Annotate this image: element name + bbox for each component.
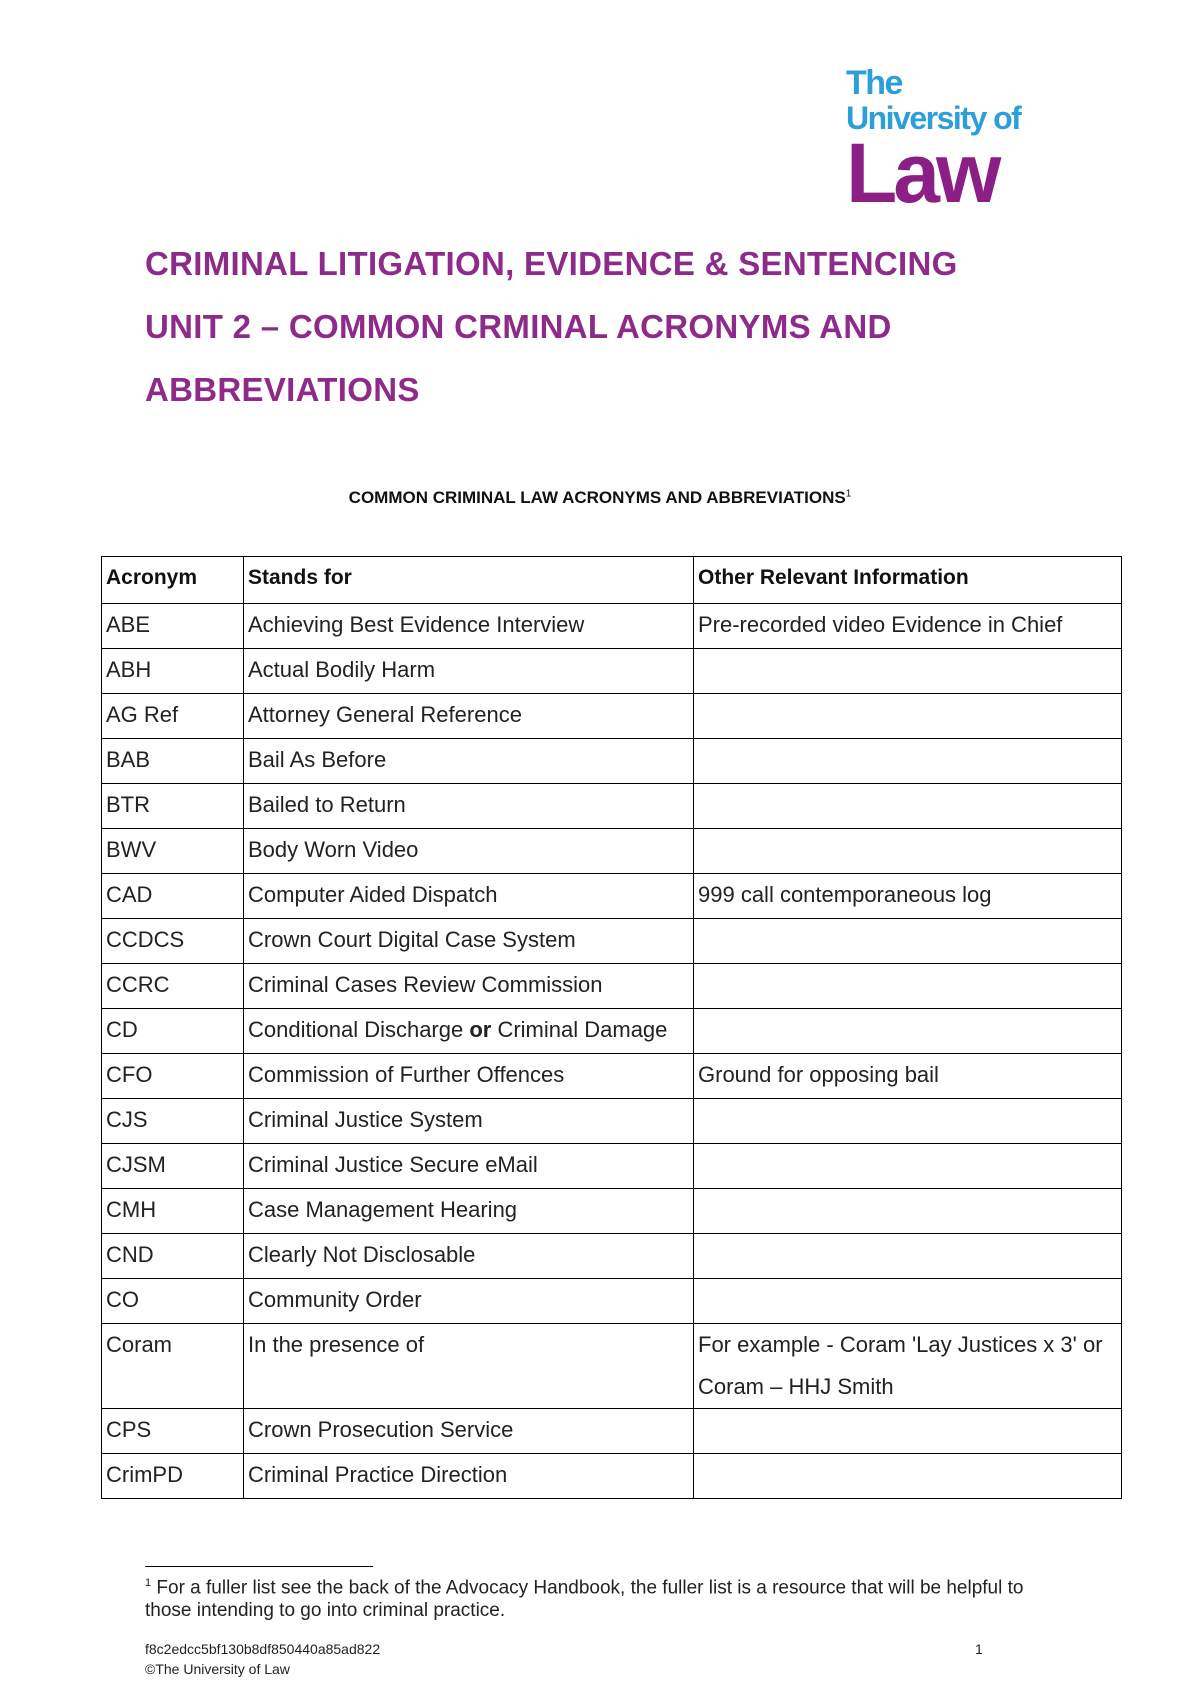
title-line-3: ABBREVIATIONS <box>145 371 420 408</box>
table-row <box>102 1234 1122 1279</box>
stands-for-cell: Clearly Not Disclosable <box>244 1234 694 1279</box>
header-other-info: Other Relevant Information <box>694 557 1122 604</box>
acronym-table <box>101 556 1122 1499</box>
table-row <box>102 1324 1122 1409</box>
acronym-cell: ABE <box>102 604 244 649</box>
acronym-cell: CrimPD <box>102 1454 244 1499</box>
other-info-cell <box>694 1234 1122 1279</box>
footnote-number: 1 <box>145 1577 152 1589</box>
table-row <box>102 604 1122 649</box>
header-acronym: Acronym <box>102 557 244 604</box>
acronym-cell: ABH <box>102 649 244 694</box>
acronym-cell: CND <box>102 1234 244 1279</box>
acronym-cell: AG Ref <box>102 694 244 739</box>
other-info-cell <box>694 1009 1122 1054</box>
other-info-cell: Ground for opposing bail <box>694 1054 1122 1099</box>
header-stands-for: Stands for <box>244 557 694 604</box>
footer-copyright: ©The University of Law <box>145 1661 290 1677</box>
table-row <box>102 874 1122 919</box>
stands-for-cell: Achieving Best Evidence Interview <box>244 604 694 649</box>
university-logo <box>846 64 1036 220</box>
other-info-cell <box>694 919 1122 964</box>
table-header-row <box>102 557 1122 604</box>
stands-for-cell: Conditional Discharge or Criminal Damage <box>244 1009 694 1054</box>
page-number: 1 <box>975 1641 983 1657</box>
stands-for-cell: Commission of Further Offences <box>244 1054 694 1099</box>
other-info-cell <box>694 1409 1122 1454</box>
stands-for-cell: Crown Prosecution Service <box>244 1409 694 1454</box>
table-row <box>102 919 1122 964</box>
table-row <box>102 1099 1122 1144</box>
stands-for-cell: Criminal Justice System <box>244 1099 694 1144</box>
acronym-cell: CFO <box>102 1054 244 1099</box>
other-info-cell <box>694 829 1122 874</box>
table-row <box>102 784 1122 829</box>
stands-for-cell: Criminal Cases Review Commission <box>244 964 694 1009</box>
title-line-2: UNIT 2 – COMMON CRMINAL ACRONYMS AND <box>145 308 892 345</box>
other-info-cell: Pre-recorded video Evidence in Chief <box>694 604 1122 649</box>
acronym-cell: BAB <box>102 739 244 784</box>
acronym-cell: CD <box>102 1009 244 1054</box>
table-row <box>102 1144 1122 1189</box>
stands-for-cell: Crown Court Digital Case System <box>244 919 694 964</box>
stands-for-cell: Attorney General Reference <box>244 694 694 739</box>
logo-line-law: Law <box>846 126 998 220</box>
other-info-cell <box>694 964 1122 1009</box>
footnote-separator <box>145 1566 373 1567</box>
table-row <box>102 694 1122 739</box>
stands-for-cell: Computer Aided Dispatch <box>244 874 694 919</box>
stands-for-cell: Actual Bodily Harm <box>244 649 694 694</box>
table-row <box>102 739 1122 784</box>
document-title <box>145 232 1065 421</box>
stands-for-cell: Criminal Practice Direction <box>244 1454 694 1499</box>
stands-for-cell: Bail As Before <box>244 739 694 784</box>
stands-for-cell: Criminal Justice Secure eMail <box>244 1144 694 1189</box>
other-info-cell: For example - Coram 'Lay Justices x 3' or Coram – HHJ Smith <box>694 1324 1122 1409</box>
table-body <box>102 604 1122 1499</box>
acronym-cell: BTR <box>102 784 244 829</box>
other-info-cell <box>694 739 1122 784</box>
table-heading-text: COMMON CRIMINAL LAW ACRONYMS AND ABBREVIATIONS <box>348 488 846 507</box>
acronym-cell: CO <box>102 1279 244 1324</box>
footer-document-id: f8c2edcc5bf130b8df850440a85ad822 <box>145 1641 381 1657</box>
acronym-cell: CMH <box>102 1189 244 1234</box>
acronym-cell: Coram <box>102 1324 244 1409</box>
acronym-cell: BWV <box>102 829 244 874</box>
other-info-cell: 999 call contemporaneous log <box>694 874 1122 919</box>
stands-for-cell: Body Worn Video <box>244 829 694 874</box>
acronym-cell: CAD <box>102 874 244 919</box>
title-line-1: CRIMINAL LITIGATION, EVIDENCE & SENTENCING <box>145 245 958 282</box>
logo-line-the: The <box>846 64 902 102</box>
table-row <box>102 1454 1122 1499</box>
table-row <box>102 1279 1122 1324</box>
acronym-cell: CPS <box>102 1409 244 1454</box>
other-info-cell <box>694 694 1122 739</box>
stands-for-cell: Community Order <box>244 1279 694 1324</box>
other-info-cell <box>694 649 1122 694</box>
acronym-cell: CJSM <box>102 1144 244 1189</box>
acronym-cell: CCDCS <box>102 919 244 964</box>
stands-for-cell: In the presence of <box>244 1324 694 1409</box>
other-info-cell <box>694 1099 1122 1144</box>
other-info-cell <box>694 1189 1122 1234</box>
other-info-cell <box>694 784 1122 829</box>
logo-line-university-of: University of <box>846 100 1021 136</box>
stands-for-cell: Case Management Hearing <box>244 1189 694 1234</box>
stands-for-cell: Bailed to Return <box>244 784 694 829</box>
table-row <box>102 964 1122 1009</box>
acronym-cell: CCRC <box>102 964 244 1009</box>
footnote-text: For a fuller list see the back of the Advocacy Handbook, the fuller list is a resource that will be helpful to those intending to go into criminal practice. <box>145 1577 1024 1622</box>
table-row <box>102 1189 1122 1234</box>
acronym-cell: CJS <box>102 1099 244 1144</box>
table-row <box>102 829 1122 874</box>
table-heading <box>100 488 1100 508</box>
other-info-cell <box>694 1144 1122 1189</box>
footnote <box>145 1572 1075 1622</box>
table-row <box>102 1409 1122 1454</box>
table-row <box>102 1054 1122 1099</box>
table-row <box>102 1009 1122 1054</box>
other-info-cell <box>694 1454 1122 1499</box>
other-info-cell <box>694 1279 1122 1324</box>
footnote-reference: 1 <box>845 488 852 500</box>
table-row <box>102 649 1122 694</box>
